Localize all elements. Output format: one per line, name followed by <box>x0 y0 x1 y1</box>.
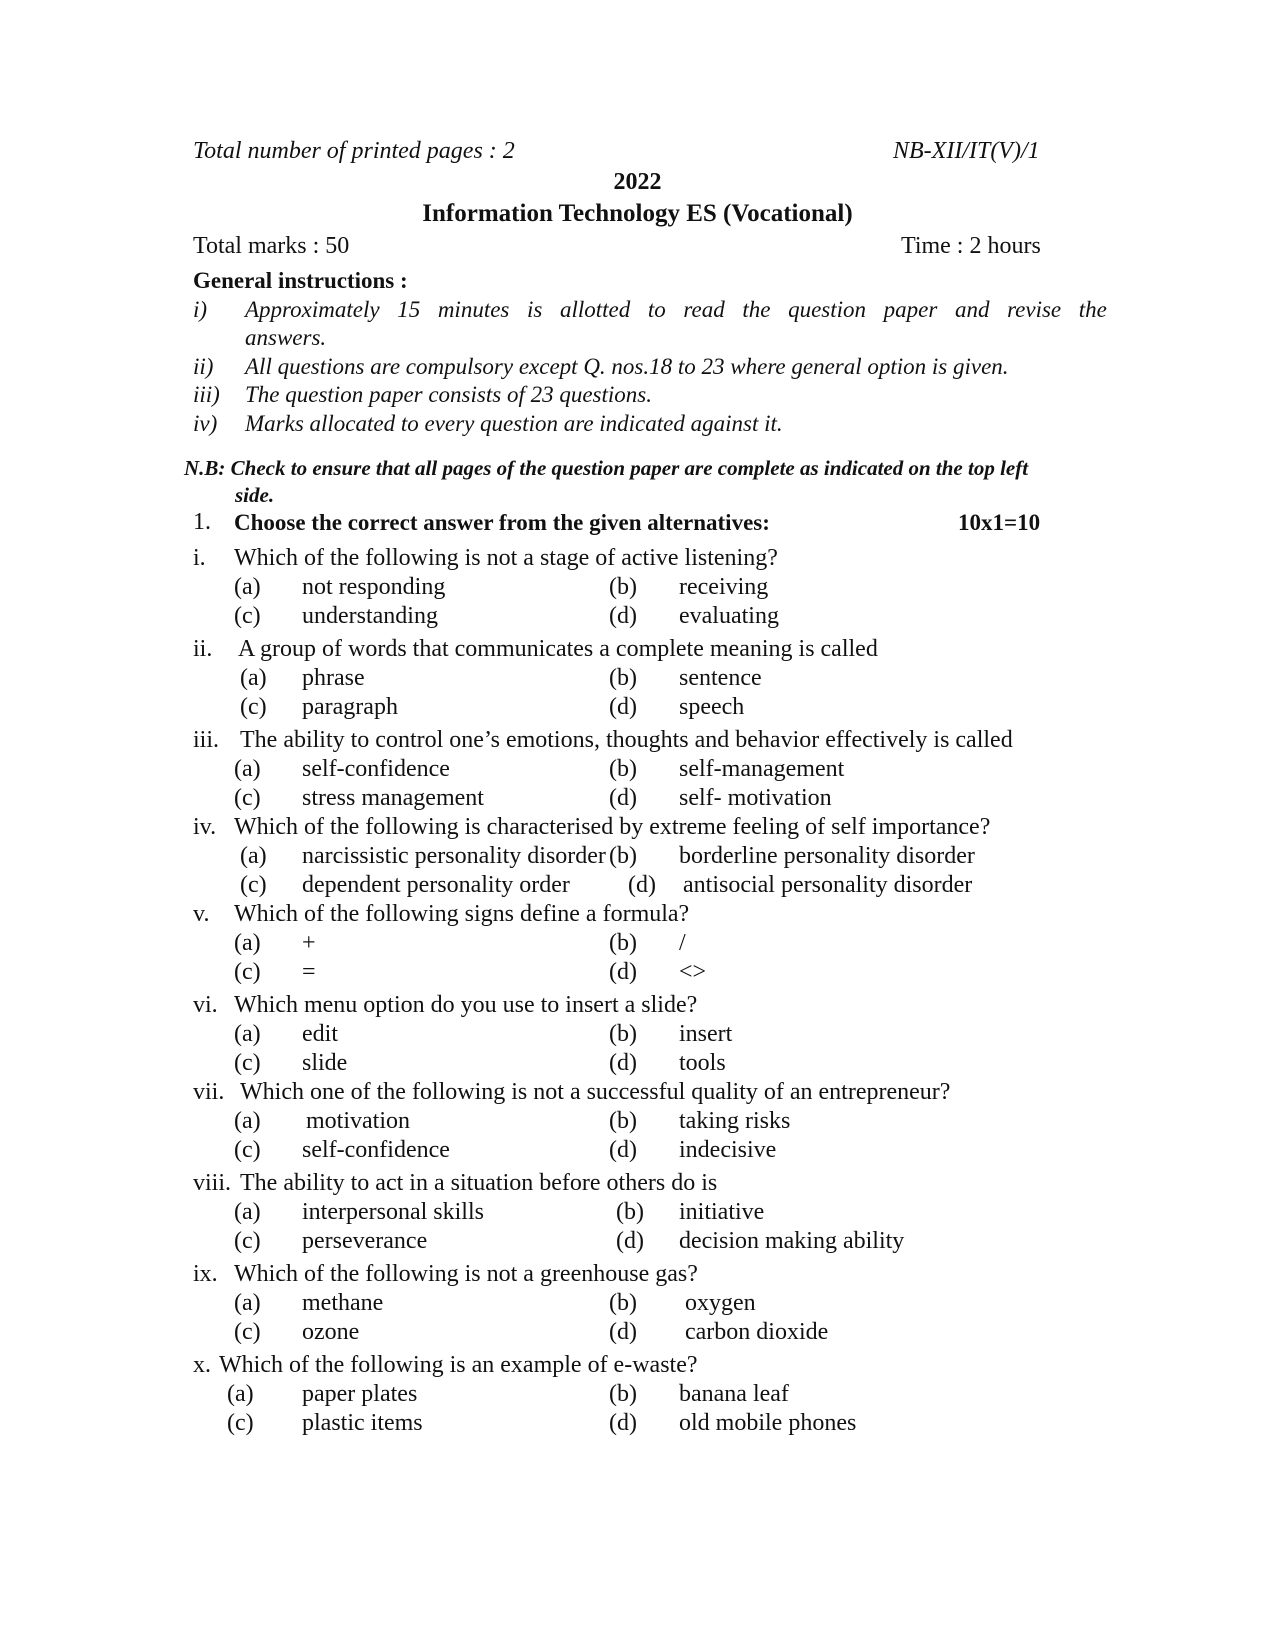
time-allowed: Time : 2 hours <box>901 233 1041 259</box>
option-text: motivation <box>306 1108 410 1134</box>
option-text: phrase <box>302 665 365 691</box>
option-label: (c) <box>234 603 261 629</box>
option-label: (a) <box>234 930 261 956</box>
question-number: iii. <box>193 727 220 753</box>
nb-note-continuation: side. <box>235 483 275 507</box>
exam-year: 2022 <box>613 169 662 195</box>
question-text: The ability to act in a situation before others do is <box>240 1170 718 1196</box>
option-label: (c) <box>234 1137 261 1163</box>
option-text: taking risks <box>679 1108 791 1134</box>
total-marks: Total marks : 50 <box>193 233 350 259</box>
option-label: (a) <box>234 756 261 782</box>
question-text: Which of the following is not a stage of active listening? <box>234 545 778 571</box>
question-number: vii. <box>193 1079 225 1105</box>
option-text: methane <box>302 1290 384 1316</box>
section-title: Choose the correct answer from the given alternatives: <box>234 510 770 535</box>
option-label: (c) <box>234 959 261 985</box>
option-text: slide <box>302 1050 348 1076</box>
option-label: (c) <box>234 1228 261 1254</box>
question-text: Which of the following is characterised by extreme feeling of self importance? <box>234 814 991 840</box>
subject-title: Information Technology ES (Vocational) <box>422 200 853 227</box>
question-number: v. <box>193 901 210 927</box>
option-text: tools <box>679 1050 726 1076</box>
option-text: self- motivation <box>679 785 832 811</box>
question-text: Which of the following is an example of e-waste? <box>219 1352 698 1378</box>
option-label: (b) <box>609 1290 637 1316</box>
instruction-1-line: Approximately 15 minutes is allotted to read the question paper and revise the <box>245 297 1107 322</box>
option-text: speech <box>679 694 745 720</box>
option-text: narcissistic personality disorder <box>302 843 606 869</box>
option-label: (d) <box>616 1228 644 1254</box>
option-text: old mobile phones <box>679 1410 857 1436</box>
option-label: (d) <box>609 1319 637 1345</box>
question-number: ii. <box>193 636 213 662</box>
instruction-3: The question paper consists of 23 questions. <box>245 382 652 407</box>
option-label: (d) <box>609 1410 637 1436</box>
option-label: (a) <box>227 1381 254 1407</box>
option-label: (a) <box>234 1199 261 1225</box>
option-label: (d) <box>609 785 637 811</box>
option-text: edit <box>302 1021 338 1047</box>
instruction-number: i) <box>193 297 208 322</box>
section-marks: 10x1=10 <box>958 510 1041 535</box>
option-text: oxygen <box>685 1290 756 1316</box>
question-text: Which of the following signs define a formula? <box>234 901 690 927</box>
option-text: insert <box>679 1021 733 1047</box>
option-text: not responding <box>302 574 446 600</box>
option-text: + <box>302 930 316 956</box>
option-text: borderline personality disorder <box>679 843 975 869</box>
option-label: (b) <box>609 756 637 782</box>
option-label: (b) <box>616 1199 644 1225</box>
question-number: vi. <box>193 992 218 1018</box>
option-label: (c) <box>240 872 267 898</box>
option-label: (b) <box>609 930 637 956</box>
option-text: understanding <box>302 603 438 629</box>
option-label: (a) <box>240 665 267 691</box>
option-label: (d) <box>609 603 637 629</box>
option-label: (b) <box>609 1381 637 1407</box>
option-text: <> <box>679 959 707 985</box>
option-label: (b) <box>609 665 637 691</box>
option-text: interpersonal skills <box>302 1199 484 1225</box>
option-text: antisocial personality disorder <box>683 872 973 898</box>
option-label: (d) <box>609 1050 637 1076</box>
instruction-number: iv) <box>193 411 218 436</box>
instruction-number: ii) <box>193 354 214 379</box>
nb-note: N.B: Check to ensure that all pages of the question paper are complete as indicated on the top left <box>184 456 1029 480</box>
option-text: carbon dioxide <box>685 1319 829 1345</box>
printed-pages-note: Total number of printed pages : 2 <box>193 138 515 164</box>
option-text: ozone <box>302 1319 360 1345</box>
option-label: (a) <box>234 1021 261 1047</box>
question-number: ix. <box>193 1261 218 1287</box>
option-text: sentence <box>679 665 762 691</box>
instruction-2: All questions are compulsory except Q. nos.18 to 23 where general option is given. <box>245 354 1009 379</box>
option-text: / <box>679 930 686 956</box>
option-text: initiative <box>679 1199 765 1225</box>
option-text: stress management <box>302 785 484 811</box>
question-text: The ability to control one’s emotions, thoughts and behavior effectively is called <box>240 727 1013 753</box>
question-number: viii. <box>193 1170 232 1196</box>
option-text: self-management <box>679 756 845 782</box>
question-text: Which one of the following is not a successful quality of an entrepreneur? <box>240 1079 951 1105</box>
option-label: (a) <box>240 843 267 869</box>
option-text: indecisive <box>679 1137 777 1163</box>
option-text: banana leaf <box>679 1381 789 1407</box>
option-text: self-confidence <box>302 1137 450 1163</box>
question-number: x. <box>193 1352 211 1378</box>
option-label: (d) <box>609 959 637 985</box>
option-text: paper plates <box>302 1381 418 1407</box>
option-label: (d) <box>609 1137 637 1163</box>
option-text: plastic items <box>302 1410 423 1436</box>
question-text: A group of words that communicates a complete meaning is called <box>238 636 878 662</box>
question-number: i. <box>193 545 206 571</box>
option-label: (b) <box>609 1108 637 1134</box>
option-text: self-confidence <box>302 756 450 782</box>
option-label: (a) <box>234 1290 261 1316</box>
question-text: Which of the following is not a greenhouse gas? <box>234 1261 698 1287</box>
option-text: evaluating <box>679 603 779 629</box>
option-text: paragraph <box>302 694 398 720</box>
question-number: iv. <box>193 814 217 840</box>
option-text: receiving <box>679 574 769 600</box>
option-label: (b) <box>609 1021 637 1047</box>
question-text: Which menu option do you use to insert a slide? <box>234 992 698 1018</box>
instruction-4: Marks allocated to every question are indicated against it. <box>245 411 783 436</box>
option-label: (b) <box>609 574 637 600</box>
option-label: (c) <box>240 694 267 720</box>
instruction-1-continuation: answers. <box>245 325 327 350</box>
option-text: decision making ability <box>679 1228 905 1254</box>
option-label: (a) <box>234 1108 261 1134</box>
instructions-heading: General instructions : <box>193 268 408 293</box>
option-label: (c) <box>234 1050 261 1076</box>
option-text: dependent personality order <box>302 872 570 898</box>
option-text: perseverance <box>302 1228 428 1254</box>
option-label: (d) <box>609 694 637 720</box>
paper-code: NB-XII/IT(V)/1 <box>893 138 1040 164</box>
section-number: 1. <box>193 509 211 535</box>
instruction-number: iii) <box>193 382 220 407</box>
option-label: (d) <box>628 872 656 898</box>
option-label: (c) <box>227 1410 254 1436</box>
option-text: = <box>302 959 316 985</box>
option-label: (b) <box>609 843 637 869</box>
option-label: (c) <box>234 785 261 811</box>
option-label: (c) <box>234 1319 261 1345</box>
option-label: (a) <box>234 574 261 600</box>
